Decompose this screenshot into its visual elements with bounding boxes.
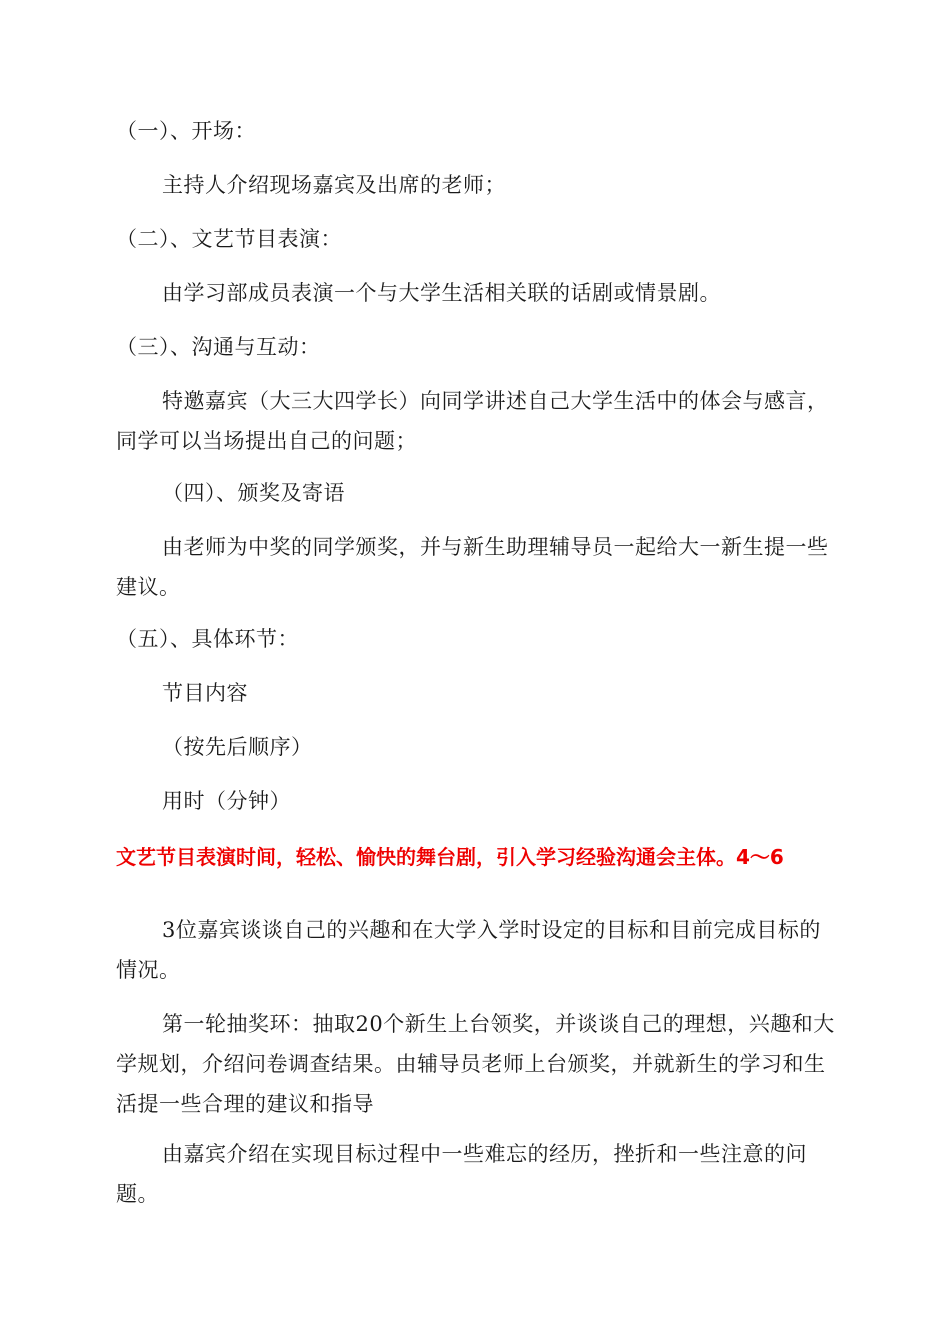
paragraph-guest-experience: 由嘉宾介绍在实现目标过程中一些难忘的经历，挫折和一些注意的问题。 — [116, 1142, 807, 1206]
paragraph-guest-talk: 特邀嘉宾（大三大四学长）向同学讲述自己大学生活中的体会与感言，同学可以当场提出自己的问题； — [116, 389, 829, 453]
table-header-order: （按先后顺序） — [162, 735, 313, 759]
paragraph-awards: 由老师为中奖的同学颁奖，并与新生助理辅导员一起给大一新生提一些建议。 — [116, 535, 829, 599]
section-heading-interaction: （三）、沟通与互动： — [116, 335, 321, 359]
highlighted-performance-note: 文艺节目表演时间，轻松、愉快的舞台剧，引入学习经验沟通会主体。4～6 — [116, 845, 784, 869]
section-heading-performance: （二）、文艺节目表演： — [116, 227, 342, 251]
paragraph-lottery-round: 第一轮抽奖环：抽取20个新生上台领奖，并谈谈自己的理想，兴趣和大学规划，介绍问卷调查结果。由辅导员老师上台颁奖，并就新生的学习和生活提一些合理的建议和指导 — [116, 1012, 835, 1116]
paragraph-host-intro: 主持人介绍现场嘉宾及出席的老师； — [162, 173, 506, 197]
section-heading-details: （五）、具体环节： — [116, 627, 299, 651]
paragraph-performance: 由学习部成员表演一个与大学生活相关联的话剧或情景剧。 — [162, 281, 721, 305]
paragraph-guest-goals: 3位嘉宾谈谈自己的兴趣和在大学入学时设定的目标和目前完成目标的情况。 — [116, 918, 821, 982]
section-heading-awards: （四）、颁奖及寄语 — [162, 481, 345, 505]
table-header-content: 节目内容 — [162, 681, 248, 705]
section-heading-opening: （一）、开场： — [116, 119, 256, 143]
table-header-duration: 用时（分钟） — [162, 789, 291, 813]
